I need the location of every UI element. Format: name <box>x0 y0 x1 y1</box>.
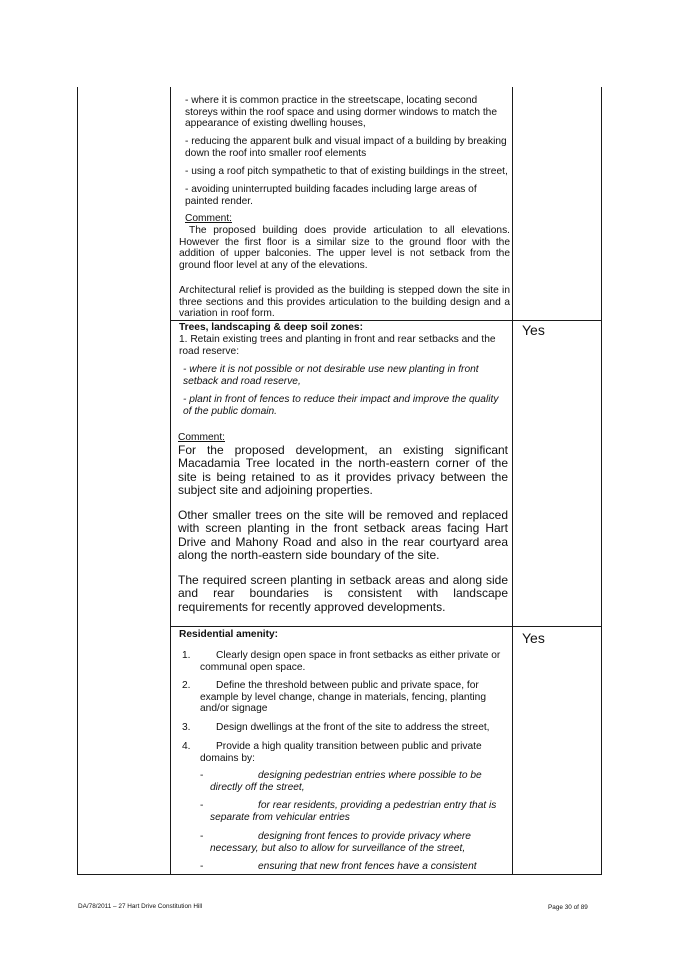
section2-heading: Trees, landscaping & deep soil zones: <box>179 322 363 333</box>
section3-subitem-1-text: designing pedestrian entries where possible to be directly off the street, <box>210 770 482 793</box>
table-left-border <box>77 87 78 875</box>
table-compliance-divider <box>512 87 513 875</box>
section1-comment-text: The proposed building does provide articulation to all elevations. However the first floor is a similar size to the ground floor with the addition of upper balconies. The upper level is not setback from the ground floor level at any of the elevations. <box>179 225 510 271</box>
row-divider-2 <box>170 626 602 627</box>
section3-subitem-3-dash: - <box>200 831 204 842</box>
section2-item-1: 1. Retain existing trees and planting in front and rear setbacks and the road reserve: <box>179 334 496 357</box>
section3-item-2-text: Define the threshold between public and private space, for example by level change, change in materials, fencing, planting and/or signage <box>200 680 486 715</box>
section2-bullet-1: - where it is not possible or not desirable use new planting in front setback and road reserve, <box>183 364 479 387</box>
section3-subitem-4-text: ensuring that new front fences have a consistent <box>258 861 477 872</box>
section2-comment-text: For the proposed development, an existing significant Macadamia Tree located in the north-eastern corner of the site is being retained to as it provides privacy between the subject site and adjoining properties. <box>178 443 508 498</box>
table-right-border <box>601 87 602 875</box>
section1-bullet-2: - reducing the apparent bulk and visual impact of a building by breaking down the roof into smaller roof elements <box>185 136 507 159</box>
section1-paragraph-2: Architectural relief is provided as the building is stepped down the site in three sections and this provides articulation to the building design and a variation in roof form. <box>179 285 510 320</box>
table-inner-left-border <box>170 87 171 875</box>
section2-bullet-2: - plant in front of fences to reduce their impact and improve the quality of the public domain. <box>183 394 499 417</box>
row-divider-1 <box>170 320 602 321</box>
section3-subitem-3-text: designing front fences to provide privacy where necessary, but also to allow for surveillance of the street, <box>210 831 471 854</box>
section1-bullet-3: - using a roof pitch sympathetic to that of existing buildings in the street, <box>185 166 508 177</box>
section3-item-4-text: Provide a high quality transition between public and private domains by: <box>200 741 482 764</box>
section3-subitem-2-text: for rear residents, providing a pedestrian entry that is separate from vehicular entries <box>210 800 497 823</box>
section3-subitem-4-dash: - <box>200 861 204 872</box>
section3-item-1-text: Clearly design open space in front setbacks as either private or communal open space. <box>200 650 501 673</box>
section2-paragraph-3: The required screen planting in setback areas and along side and rear boundaries is consistent with landscape requirements for recently approved developments. <box>178 573 508 614</box>
section3-item-4-number: 4. <box>182 741 191 752</box>
section3-item-2-number: 2. <box>182 680 191 691</box>
section1-comment-label: Comment: <box>185 213 232 224</box>
section3-heading: Residential amenity: <box>179 629 279 640</box>
section2-compliance-yes: Yes <box>522 322 545 338</box>
section2-paragraph-2: Other smaller trees on the site will be removed and replaced with screen planting in the front setback areas facing Hart Drive and Mahony Road and also in the rear courtyard area along the north-eastern side boundary of the site. <box>178 508 508 563</box>
section3-subitem-1-dash: - <box>200 770 204 781</box>
section3-compliance-yes: Yes <box>522 630 545 646</box>
section1-bullet-1: - where it is common practice in the streetscape, locating second storeys within the roof space and using dormer windows to match the appearance of existing dwelling houses, <box>185 95 498 130</box>
section1-bullet-4: - avoiding uninterrupted building facades including large areas of painted render. <box>185 184 477 207</box>
section3-item-3-number: 3. <box>182 722 191 733</box>
section3-item-3-text: Design dwellings at the front of the site to address the street, <box>216 722 490 733</box>
section3-item-1-number: 1. <box>182 650 191 661</box>
footer-page-number: Page 30 of 89 <box>548 904 588 911</box>
section2-comment-label: Comment: <box>178 432 225 443</box>
footer-document-reference: DA/78/2011 – 27 Hart Drive Constitution Hill <box>78 903 203 910</box>
table-bottom-border <box>77 874 602 875</box>
section3-subitem-2-dash: - <box>200 800 204 811</box>
